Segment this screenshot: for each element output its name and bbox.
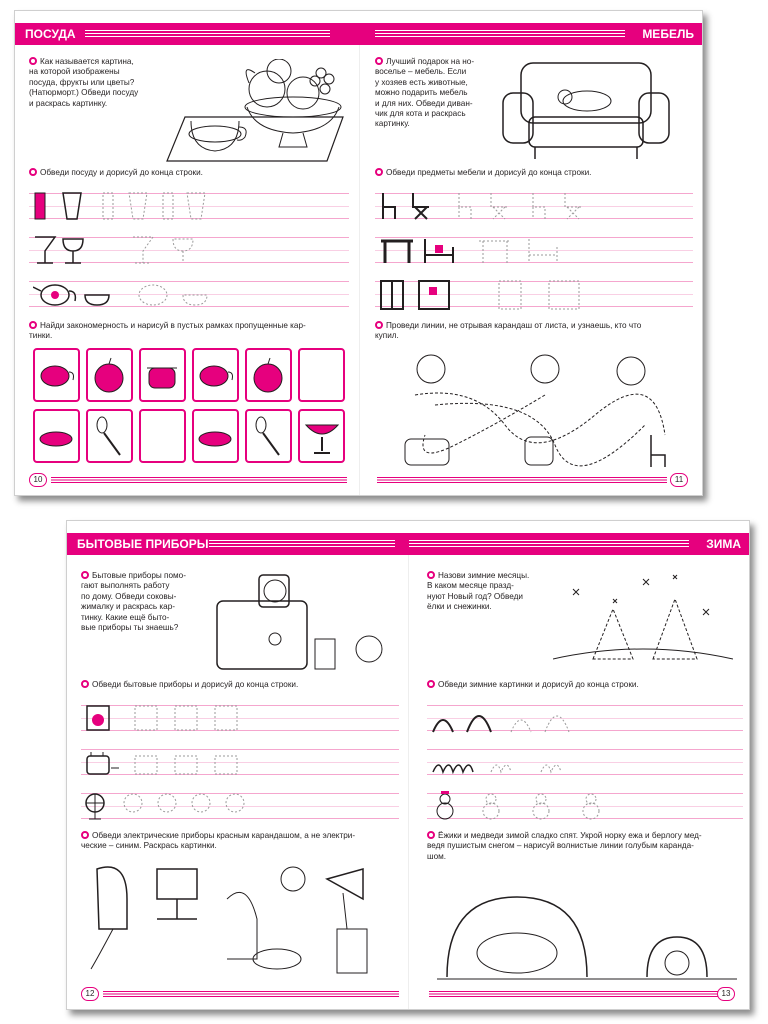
task-pattern: Найди закономерность и нарисуй в пустых рамках пропущенные кар- тинки. — [29, 321, 306, 341]
maze-illustration — [395, 345, 685, 475]
bullet-icon — [29, 57, 37, 65]
header-stripe — [375, 30, 625, 38]
footer-lines — [103, 991, 399, 997]
pattern-cell-cup — [192, 348, 239, 402]
task-trace-furniture: Обведи предметы мебели и дорисуй до конца строки. — [375, 168, 695, 178]
pattern-cell-apple — [245, 348, 292, 402]
header-title-appliances: БЫТОВЫЕ ПРИБОРЫ — [77, 537, 209, 551]
still-life-illustration — [155, 59, 355, 165]
header-title-posuda: ПОСУДА — [25, 27, 76, 41]
task-sofa: Лучший подарок на но- воселье – мебель. Если у хозяев есть животные, можно подарить мебель и для них. Обведи диван- чик для кота и раскрась картинку. — [375, 57, 475, 129]
page-gutter — [359, 45, 360, 495]
page-number-right: 11 — [670, 473, 688, 487]
bullet-icon — [427, 680, 435, 688]
winter-trees-illustration — [553, 569, 733, 669]
workbook-spread-2 — [66, 520, 750, 1010]
row-teapots — [33, 277, 213, 309]
pattern-cell-spoon — [86, 409, 133, 463]
header-stripe — [409, 540, 689, 548]
bullet-icon — [427, 831, 435, 839]
task-juicer: Бытовые приборы помо- гают выполнять работу по дому. Обведи соковы- жималку и раскрась кар- тинку. Какие ещё быто- вые приборы ты знаешь? — [81, 571, 186, 633]
pattern-cell-spoon — [245, 409, 292, 463]
juicer-illustration — [207, 569, 387, 679]
bullet-icon — [29, 321, 37, 329]
task-hibernation: Ёжики и медведи зимой сладко спят. Укрой норку ежа и берлогу мед- ведя пушистым снегом – нарисуй волнистые линии голубым каранда- шом. — [427, 831, 702, 861]
pattern-cell-plate — [192, 409, 239, 463]
task-still-life: Как называется картина, на которой изображены посуда, фрукты или цветы? (Натюрморт.) Обведи посуду и раскрась картинку. — [29, 57, 139, 108]
bullet-icon — [81, 571, 89, 579]
pattern-cell-empty[interactable] — [139, 409, 186, 463]
row-glasses — [33, 191, 213, 223]
row-toasters — [85, 748, 265, 778]
bullet-icon — [81, 680, 89, 688]
footer-lines — [429, 991, 719, 997]
row-goblets — [33, 235, 213, 267]
task-trace-winter: Обведи зимние картинки и дорисуй до конца строки. — [427, 680, 747, 690]
row-chairs — [379, 191, 589, 223]
page-gutter — [408, 555, 409, 1009]
den-illustration — [437, 887, 737, 983]
row-arches — [431, 704, 621, 734]
sofa-cat-illustration — [501, 59, 681, 167]
header-bar-2 — [67, 533, 749, 555]
task-winter-months: Назови зимние месяцы. В каком месяце празд- нуют Новый год? Обведи ёлки и снежинки. — [427, 571, 530, 612]
bullet-icon — [375, 57, 383, 65]
task-electric: Обведи электрические приборы красным карандашом, а не электри- ческие – синим. Раскрась картинки. — [81, 831, 356, 851]
header-title-winter: ЗИМА — [706, 537, 741, 551]
bullet-icon — [81, 831, 89, 839]
bullet-icon — [375, 321, 383, 329]
pattern-cell-vase — [298, 409, 345, 463]
footer-lines — [377, 477, 667, 483]
header-stripe — [85, 30, 330, 38]
task-trace-dishes: Обведи посуду и дорисуй до конца строки. — [29, 168, 349, 178]
bullet-icon — [375, 168, 383, 176]
row-loops — [431, 748, 621, 778]
task-maze: Проведи линии, не отрывая карандаш от листа, и узнаешь, кто что купил. — [375, 321, 642, 341]
footer-lines — [51, 477, 347, 483]
header-bar-1 — [15, 23, 702, 45]
pattern-cell-apple — [86, 348, 133, 402]
row-washers — [85, 704, 265, 734]
pattern-cell-cup — [33, 348, 80, 402]
bullet-icon — [427, 571, 435, 579]
page-number-left: 10 — [29, 473, 47, 487]
row-wardrobes — [379, 279, 589, 311]
row-fans — [85, 791, 265, 821]
task-trace-appliances: Обведи бытовые приборы и дорисуй до конца строки. — [81, 680, 401, 690]
page-number-left: 12 — [81, 987, 99, 1001]
header-title-mebel: МЕБЕЛЬ — [642, 27, 694, 41]
page-number-right: 13 — [717, 987, 735, 1001]
pattern-cell-empty[interactable] — [298, 348, 345, 402]
appliances-illustration — [87, 859, 397, 979]
pattern-cell-plate — [33, 409, 80, 463]
workbook-spread-1 — [14, 10, 703, 496]
row-snowmen — [431, 791, 621, 821]
row-tables — [379, 235, 589, 267]
pattern-cell-pot — [139, 348, 186, 402]
bullet-icon — [29, 168, 37, 176]
header-stripe — [209, 540, 395, 548]
